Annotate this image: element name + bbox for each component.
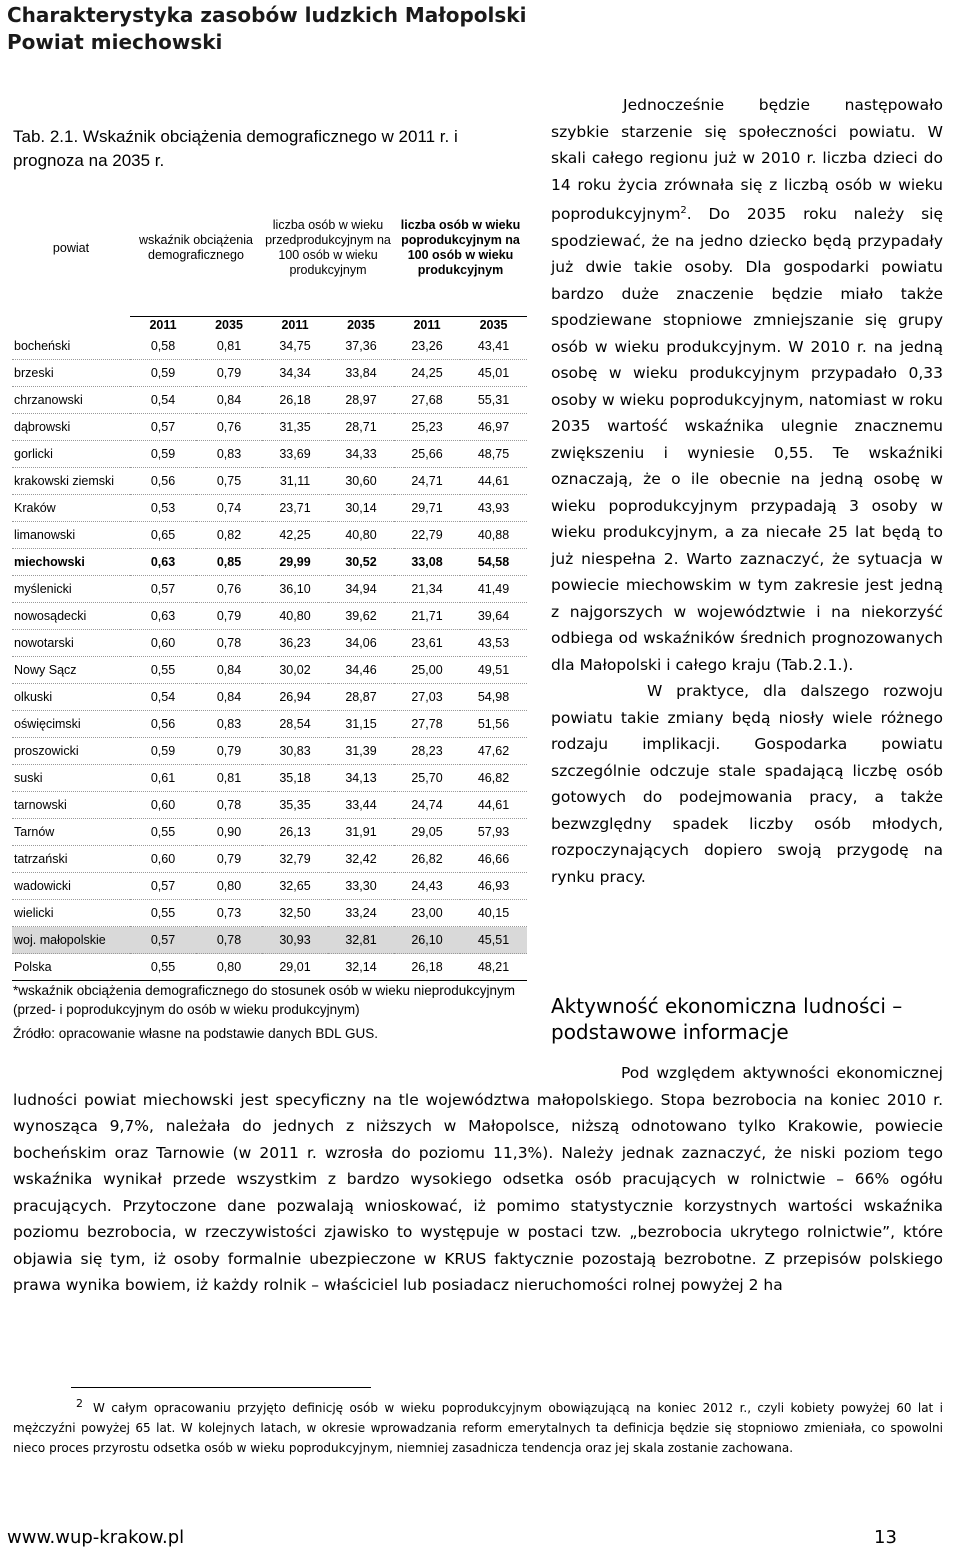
row-label: Tarnów xyxy=(12,819,130,846)
table-cell: 0,54 xyxy=(130,684,196,711)
row-label: miechowski xyxy=(12,549,130,576)
table-cell: 54,58 xyxy=(460,549,527,576)
row-label: bocheński xyxy=(12,333,130,360)
table-cell: 26,18 xyxy=(394,954,460,981)
table-cell: 23,26 xyxy=(394,333,460,360)
table-row xyxy=(12,900,527,927)
table-cell: 24,74 xyxy=(394,792,460,819)
table-cell: 33,84 xyxy=(328,360,394,387)
page-footnote xyxy=(13,1394,943,1458)
table-row xyxy=(12,603,527,630)
year-header: 2035 xyxy=(196,317,262,334)
table-cell: 44,61 xyxy=(460,468,527,495)
table-cell: 35,35 xyxy=(262,792,328,819)
paragraph xyxy=(551,92,943,678)
table-cell: 46,82 xyxy=(460,765,527,792)
table-cell: 0,74 xyxy=(196,495,262,522)
table-cell: 27,78 xyxy=(394,711,460,738)
table-cell: 0,85 xyxy=(196,549,262,576)
table-cell: 45,51 xyxy=(460,927,527,954)
table-cell: 0,84 xyxy=(196,387,262,414)
row-label: oświęcimski xyxy=(12,711,130,738)
table-cell: 31,11 xyxy=(262,468,328,495)
table-source: Źródło: opracowanie własne na podstawie danych BDL GUS. xyxy=(13,1026,378,1041)
table-cell: 34,06 xyxy=(328,630,394,657)
table-cell: 0,76 xyxy=(196,576,262,603)
table-cell: 0,83 xyxy=(196,711,262,738)
table-cell: 0,90 xyxy=(196,819,262,846)
table-cell: 33,44 xyxy=(328,792,394,819)
table-cell: 30,93 xyxy=(262,927,328,954)
table-cell: 0,79 xyxy=(196,738,262,765)
table-row xyxy=(12,873,527,900)
table-cell: 34,33 xyxy=(328,441,394,468)
table-cell: 39,62 xyxy=(328,603,394,630)
table-row xyxy=(12,711,527,738)
table-cell: 0,83 xyxy=(196,441,262,468)
table-cell: 40,15 xyxy=(460,900,527,927)
table-cell: 26,82 xyxy=(394,846,460,873)
table-cell: 46,66 xyxy=(460,846,527,873)
table-cell: 26,10 xyxy=(394,927,460,954)
table-cell: 29,01 xyxy=(262,954,328,981)
table-cell: 43,93 xyxy=(460,495,527,522)
row-label: Polska xyxy=(12,954,130,981)
table-row xyxy=(12,630,527,657)
table-cell: 0,55 xyxy=(130,900,196,927)
table-cell: 0,80 xyxy=(196,954,262,981)
right-column-text xyxy=(551,92,943,890)
row-label: nowosądecki xyxy=(12,603,130,630)
table-cell: 0,54 xyxy=(130,387,196,414)
table-cell: 0,78 xyxy=(196,927,262,954)
table-row xyxy=(12,927,527,954)
table-cell: 32,14 xyxy=(328,954,394,981)
row-label: wielicki xyxy=(12,900,130,927)
header-wskaznik: wskaźnik obciążenia demograficznego xyxy=(139,233,253,262)
table-cell: 28,54 xyxy=(262,711,328,738)
row-label: brzeski xyxy=(12,360,130,387)
table-cell: 48,21 xyxy=(460,954,527,981)
row-label: wadowicki xyxy=(12,873,130,900)
table-cell: 40,80 xyxy=(328,522,394,549)
table-row xyxy=(12,792,527,819)
table-cell: 45,01 xyxy=(460,360,527,387)
table-cell: 29,05 xyxy=(394,819,460,846)
table-cell: 33,08 xyxy=(394,549,460,576)
table-row xyxy=(12,684,527,711)
table-row xyxy=(12,738,527,765)
row-label: tarnowski xyxy=(12,792,130,819)
row-label: limanowski xyxy=(12,522,130,549)
table-cell: 34,46 xyxy=(328,657,394,684)
paragraph: W praktyce, dla dalszego rozwoju powiatu takie zmiany będą niosły wiele różnego rodzaju implikacji. Gospodarka powiatu szczególnie odczuje stale spadającą liczbę osób gotowych do podejmowania pracy, a także bezwzględny spadek liczby osób młodych, rozpoczynających dopiero swoją przygodę na rynku pracy. xyxy=(551,682,943,886)
table-row xyxy=(12,954,527,981)
table-cell: 0,79 xyxy=(196,846,262,873)
document-header-title: Charakterystyka zasobów ludzkich Małopolski xyxy=(7,3,527,27)
table-cell: 41,49 xyxy=(460,576,527,603)
table-row xyxy=(12,522,527,549)
table-cell: 33,30 xyxy=(328,873,394,900)
table-cell: 26,13 xyxy=(262,819,328,846)
table-cell: 0,84 xyxy=(196,657,262,684)
table-row xyxy=(12,765,527,792)
table-cell: 28,97 xyxy=(328,387,394,414)
table-cell: 37,36 xyxy=(328,333,394,360)
table-cell: 34,75 xyxy=(262,333,328,360)
row-label: chrzanowski xyxy=(12,387,130,414)
table-cell: 27,68 xyxy=(394,387,460,414)
paragraph-text: . Do 2035 roku należy się spodziewać, że na jedno dziecko będą przypadały już dwie takie osoby. Dla gospodarki powiatu bardzo duże znaczenie będzie miało także spodziewane stopniowe zmniejszanie się grupy osób w wieku produkcyjnym. W 2010 r. na jedną osobę w wieku produkcyjnym przypadało 0,33 osoby w wieku poprodukcyjnym, natomiast w roku 2035 wartość wskaźnika ulegnie znacznemu zwiększeniu i wyniesie 0,55. Te wskaźniki oznaczają, że o ile obecnie na jedną osobę w wieku poprodukcyjnym przypadają 3 osoby w wieku produkcyjnym, a za niecałe 25 lat będą to już niespełna 2. Warto zaznaczyć, że sytuacja w powiecie miechowskim w tym zakresie jest jedną z najgorszych w województwie i na niekorzyść odbiega od wskaźników średnich prognozowanych dla Małopolski i całego kraju (Tab.2.1.). xyxy=(551,205,943,674)
table-cell: 0,78 xyxy=(196,630,262,657)
footnote-ref: 2 xyxy=(680,205,687,216)
table-cell: 0,81 xyxy=(196,765,262,792)
table-cell: 21,34 xyxy=(394,576,460,603)
table-row xyxy=(12,468,527,495)
table-row xyxy=(12,441,527,468)
table-cell: 0,56 xyxy=(130,711,196,738)
table-cell: 36,10 xyxy=(262,576,328,603)
table-cell: 43,53 xyxy=(460,630,527,657)
table-cell: 0,55 xyxy=(130,954,196,981)
table-cell: 34,13 xyxy=(328,765,394,792)
table-cell: 46,97 xyxy=(460,414,527,441)
header-przedprodukcyjny: liczba osób w wieku przedprodukcyjnym na 100 osób w wieku produkcyjnym xyxy=(265,218,391,277)
table-cell: 0,79 xyxy=(196,603,262,630)
table-cell: 0,65 xyxy=(130,522,196,549)
table-cell: 54,98 xyxy=(460,684,527,711)
table-cell: 47,62 xyxy=(460,738,527,765)
table-cell: 43,41 xyxy=(460,333,527,360)
table-cell: 0,75 xyxy=(196,468,262,495)
table-row xyxy=(12,495,527,522)
year-header: 2011 xyxy=(130,317,196,334)
row-label: tatrzański xyxy=(12,846,130,873)
table-row xyxy=(12,360,527,387)
table-row xyxy=(12,657,527,684)
table-cell: 40,80 xyxy=(262,603,328,630)
table-cell: 32,42 xyxy=(328,846,394,873)
table-cell: 32,65 xyxy=(262,873,328,900)
year-blank xyxy=(12,317,130,334)
table-cell: 34,94 xyxy=(328,576,394,603)
footnote-separator xyxy=(71,1387,371,1388)
header-poprodukcyjny: liczba osób w wieku poprodukcyjnym na 100 osób w wieku produkcyjnym xyxy=(400,218,521,277)
table-cell: 30,60 xyxy=(328,468,394,495)
table-cell: 0,60 xyxy=(130,846,196,873)
table-caption: Tab. 2.1. Wskaźnik obciążenia demograficznego w 2011 r. i prognoza na 2035 r. xyxy=(13,127,458,170)
header-powiat: powiat xyxy=(52,240,90,255)
row-label: gorlicki xyxy=(12,441,130,468)
row-label: Nowy Sącz xyxy=(12,657,130,684)
table-cell: 42,25 xyxy=(262,522,328,549)
table-cell: 0,56 xyxy=(130,468,196,495)
table-cell: 0,60 xyxy=(130,630,196,657)
table-cell: 0,61 xyxy=(130,765,196,792)
table-cell: 0,58 xyxy=(130,333,196,360)
table-cell: 0,73 xyxy=(196,900,262,927)
table-cell: 0,59 xyxy=(130,738,196,765)
table-cell: 0,79 xyxy=(196,360,262,387)
table-cell: 49,51 xyxy=(460,657,527,684)
table-cell: 23,61 xyxy=(394,630,460,657)
table-row xyxy=(12,846,527,873)
table-cell: 34,34 xyxy=(262,360,328,387)
table-row xyxy=(12,333,527,360)
year-header: 2011 xyxy=(394,317,460,334)
page-number: 13 xyxy=(874,1527,897,1548)
table-cell: 0,63 xyxy=(130,603,196,630)
table-cell: 32,81 xyxy=(328,927,394,954)
table-header-row xyxy=(12,180,527,317)
table-row xyxy=(12,819,527,846)
row-label: proszowicki xyxy=(12,738,130,765)
table-cell: 29,99 xyxy=(262,549,328,576)
table-cell: 35,18 xyxy=(262,765,328,792)
table-cell: 31,35 xyxy=(262,414,328,441)
table-cell: 22,79 xyxy=(394,522,460,549)
table-cell: 36,23 xyxy=(262,630,328,657)
table-cell: 55,31 xyxy=(460,387,527,414)
table-cell: 23,00 xyxy=(394,900,460,927)
table-cell: 25,23 xyxy=(394,414,460,441)
table-cell: 30,02 xyxy=(262,657,328,684)
table-row xyxy=(12,387,527,414)
table-cell: 44,61 xyxy=(460,792,527,819)
table-cell: 0,53 xyxy=(130,495,196,522)
table-cell: 0,55 xyxy=(130,657,196,684)
table-cell: 23,71 xyxy=(262,495,328,522)
table-cell: 24,43 xyxy=(394,873,460,900)
year-header: 2035 xyxy=(328,317,394,334)
table-cell: 0,82 xyxy=(196,522,262,549)
demographic-burden-table xyxy=(12,180,527,981)
body-text xyxy=(13,1060,943,1299)
table-cell: 0,57 xyxy=(130,927,196,954)
table-year-row xyxy=(12,317,527,334)
table-row xyxy=(12,576,527,603)
row-label: dąbrowski xyxy=(12,414,130,441)
table-cell: 24,25 xyxy=(394,360,460,387)
paragraph-text: Jednocześnie będzie następowało szybkie starzenie się społeczności powiatu. W skali całego regionu już w 2010 r. liczba dzieci do 14 roku życia zrównała się z liczbą osób w wieku poprodukcyjnym xyxy=(551,96,943,224)
table-cell: 0,84 xyxy=(196,684,262,711)
table-cell: 0,80 xyxy=(196,873,262,900)
row-label: myślenicki xyxy=(12,576,130,603)
table-cell: 24,71 xyxy=(394,468,460,495)
year-header: 2011 xyxy=(262,317,328,334)
table-cell: 31,39 xyxy=(328,738,394,765)
row-label: Kraków xyxy=(12,495,130,522)
table-cell: 30,83 xyxy=(262,738,328,765)
table-cell: 0,57 xyxy=(130,873,196,900)
table-cell: 0,81 xyxy=(196,333,262,360)
table-cell: 51,56 xyxy=(460,711,527,738)
table-cell: 25,70 xyxy=(394,765,460,792)
table-cell: 25,00 xyxy=(394,657,460,684)
table-cell: 30,14 xyxy=(328,495,394,522)
table-cell: 0,55 xyxy=(130,819,196,846)
table-cell: 57,93 xyxy=(460,819,527,846)
section-heading: Aktywność ekonomiczna ludności – podstawowe informacje xyxy=(551,994,903,1044)
row-label: woj. małopolskie xyxy=(12,927,130,954)
table-cell: 26,18 xyxy=(262,387,328,414)
table-cell: 28,23 xyxy=(394,738,460,765)
table-cell: 30,52 xyxy=(328,549,394,576)
table-cell: 48,75 xyxy=(460,441,527,468)
table-cell: 32,50 xyxy=(262,900,328,927)
table-cell: 0,76 xyxy=(196,414,262,441)
table-cell: 26,94 xyxy=(262,684,328,711)
table-cell: 25,66 xyxy=(394,441,460,468)
document-header-subtitle: Powiat miechowski xyxy=(7,30,223,54)
table-cell: 28,71 xyxy=(328,414,394,441)
footnote-mark: 2 xyxy=(76,1397,83,1410)
table-footnote: *wskaźnik obciążenia demograficznego do stosunek osób w wieku nieprodukcyjnym (przed- i poprodukcyjnym do osób w wieku produkcyjnym) xyxy=(13,983,516,1017)
table-cell: 0,57 xyxy=(130,414,196,441)
row-label: krakowski ziemski xyxy=(12,468,130,495)
table-cell: 0,78 xyxy=(196,792,262,819)
table-cell: 33,24 xyxy=(328,900,394,927)
row-label: suski xyxy=(12,765,130,792)
row-label: olkuski xyxy=(12,684,130,711)
table-cell: 39,64 xyxy=(460,603,527,630)
table-cell: 46,93 xyxy=(460,873,527,900)
table-cell: 28,87 xyxy=(328,684,394,711)
table-cell: 33,69 xyxy=(262,441,328,468)
footnote-text: W całym opracowaniu przyjęto definicję osób w wieku poprodukcyjnym obowiązującą na koniec 2012 r., czyli kobiety powyżej 60 lat i mężczyźni powyżej 65 lat. W kolejnych latach, w okresie wprowadzania reform emerytalnych ta definicja będzie się stopniowo zmieniała, co spowolni nieco proces przyrostu odsetka osób w wieku poprodukcyjnym, niemniej zasadnicza tendencja oraz jej skala zostanie zachowana. xyxy=(13,1401,943,1455)
table-cell: 0,59 xyxy=(130,441,196,468)
row-label: nowotarski xyxy=(12,630,130,657)
table-cell: 31,91 xyxy=(328,819,394,846)
table-cell: 40,88 xyxy=(460,522,527,549)
table-cell: 0,57 xyxy=(130,576,196,603)
table-row xyxy=(12,549,527,576)
table-cell: 27,03 xyxy=(394,684,460,711)
table-cell: 0,60 xyxy=(130,792,196,819)
footer-url: www.wup-krakow.pl xyxy=(7,1527,185,1548)
table-cell: 29,71 xyxy=(394,495,460,522)
paragraph: Pod względem aktywności ekonomicznej ludności powiat miechowski jest specyficzny na tle województwa małopolskiego. Stopa bezrobocia na koniec 2010 r. wynosząca 9,7%, należała do jednych z niższych w Małopolsce, niższą odnotowano tylko Krakowie, powiecie bocheńskim oraz Tarnowie (w 2011 r. wzrosła do poziomu 11,3%). Należy jednak zaznaczyć, że niski poziom tego wskaźnika wynikał przede wszystkim z bardzo wysokiego odsetka osób pracujących w rolnictwie – 66% ogółu pracujących. Przytoczone dane pozwalają wnioskować, iż pomimo statystycznie korzystnych wartości wskaźnika poziomu bezrobocia, w rzeczywistości zjawisko to występuje w postaci tzw. „bezrobocia ukrytego rolnictwie”, które objawia się tym, iż osoby formalnie ubezpieczone w KRUS faktycznie pozostają bezrobotne. Z przepisów polskiego prawa wynika bowiem, iż każdy rolnik – właściciel lub posiadacz nieruchomości rolnej powyżej 2 ha xyxy=(13,1064,943,1294)
table-cell: 21,71 xyxy=(394,603,460,630)
table-cell: 0,63 xyxy=(130,549,196,576)
year-header: 2035 xyxy=(460,317,527,334)
table-row xyxy=(12,414,527,441)
table-cell: 0,59 xyxy=(130,360,196,387)
table-cell: 32,79 xyxy=(262,846,328,873)
table-cell: 31,15 xyxy=(328,711,394,738)
